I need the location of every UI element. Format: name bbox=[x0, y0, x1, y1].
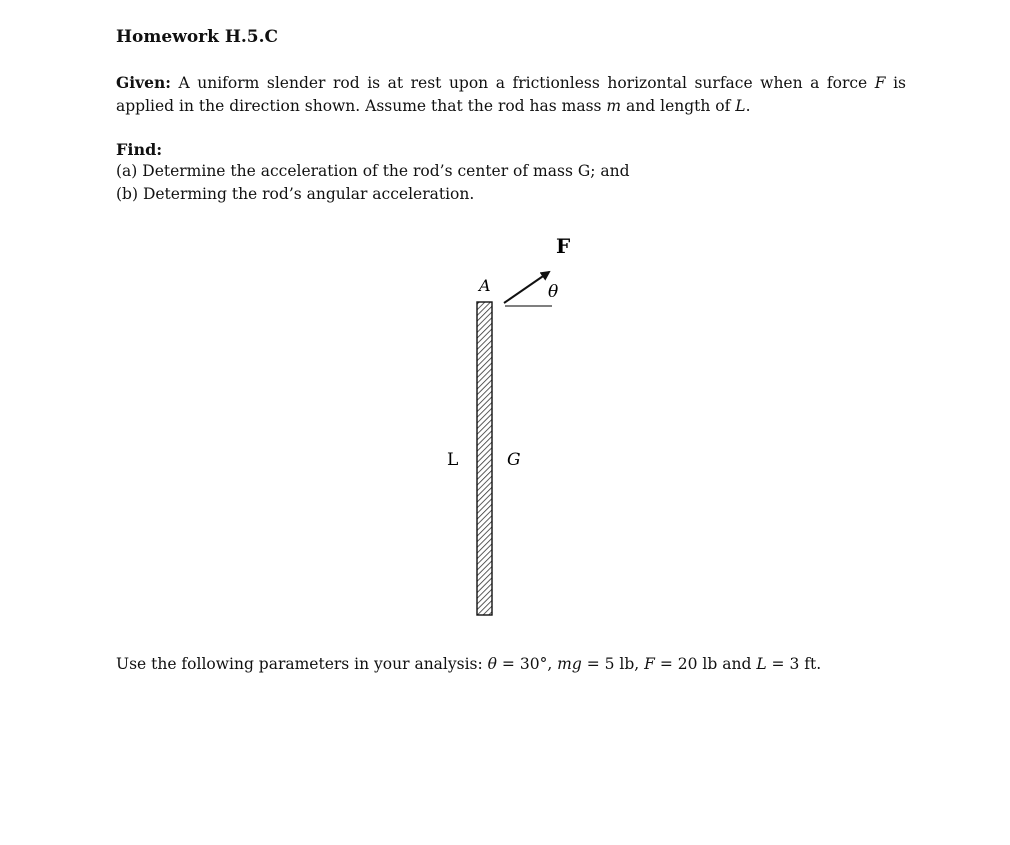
find-label: Find: bbox=[116, 140, 163, 159]
given-text-1: A uniform slender rod is at rest upon a frictionless horizontal surface when a force bbox=[170, 74, 875, 92]
given-text-4: . bbox=[745, 97, 751, 115]
params-l-value: = 3 ft. bbox=[766, 655, 822, 673]
given-text-3: and length of bbox=[621, 97, 736, 115]
params-f-value: = 20 lb and bbox=[654, 655, 757, 673]
find-item-a: (a) Determine the acceleration of the rod’s center of mass G; and bbox=[116, 162, 630, 180]
page-title: Homework H.5.C bbox=[116, 27, 279, 47]
find-item-b: (b) Determing the rod’s angular acceleration. bbox=[116, 185, 475, 203]
parameters-line bbox=[116, 655, 821, 673]
params-f: F bbox=[644, 655, 655, 673]
length-label: L bbox=[447, 450, 459, 470]
given-label: Given: bbox=[116, 73, 171, 92]
given-var-f: F bbox=[874, 74, 886, 92]
params-mg-value: = 5 lb, bbox=[581, 655, 645, 673]
given-var-m: m bbox=[606, 97, 622, 115]
angle-theta-label: θ bbox=[548, 282, 559, 302]
point-a-label: A bbox=[479, 276, 491, 295]
params-l: L bbox=[756, 655, 767, 673]
given-text-2: is applied in the direction shown. Assume that the rod has mass bbox=[116, 74, 906, 115]
force-label: F bbox=[556, 234, 571, 258]
force-arrow bbox=[504, 272, 549, 303]
params-theta-value: = 30°, bbox=[497, 655, 558, 673]
params-prefix: Use the following parameters in your analysis: bbox=[116, 655, 488, 673]
center-of-mass-label: G bbox=[507, 450, 521, 470]
given-var-l: L bbox=[735, 97, 746, 115]
slender-rod bbox=[477, 302, 492, 615]
params-theta: θ bbox=[487, 655, 497, 673]
params-mg: mg bbox=[557, 655, 582, 673]
